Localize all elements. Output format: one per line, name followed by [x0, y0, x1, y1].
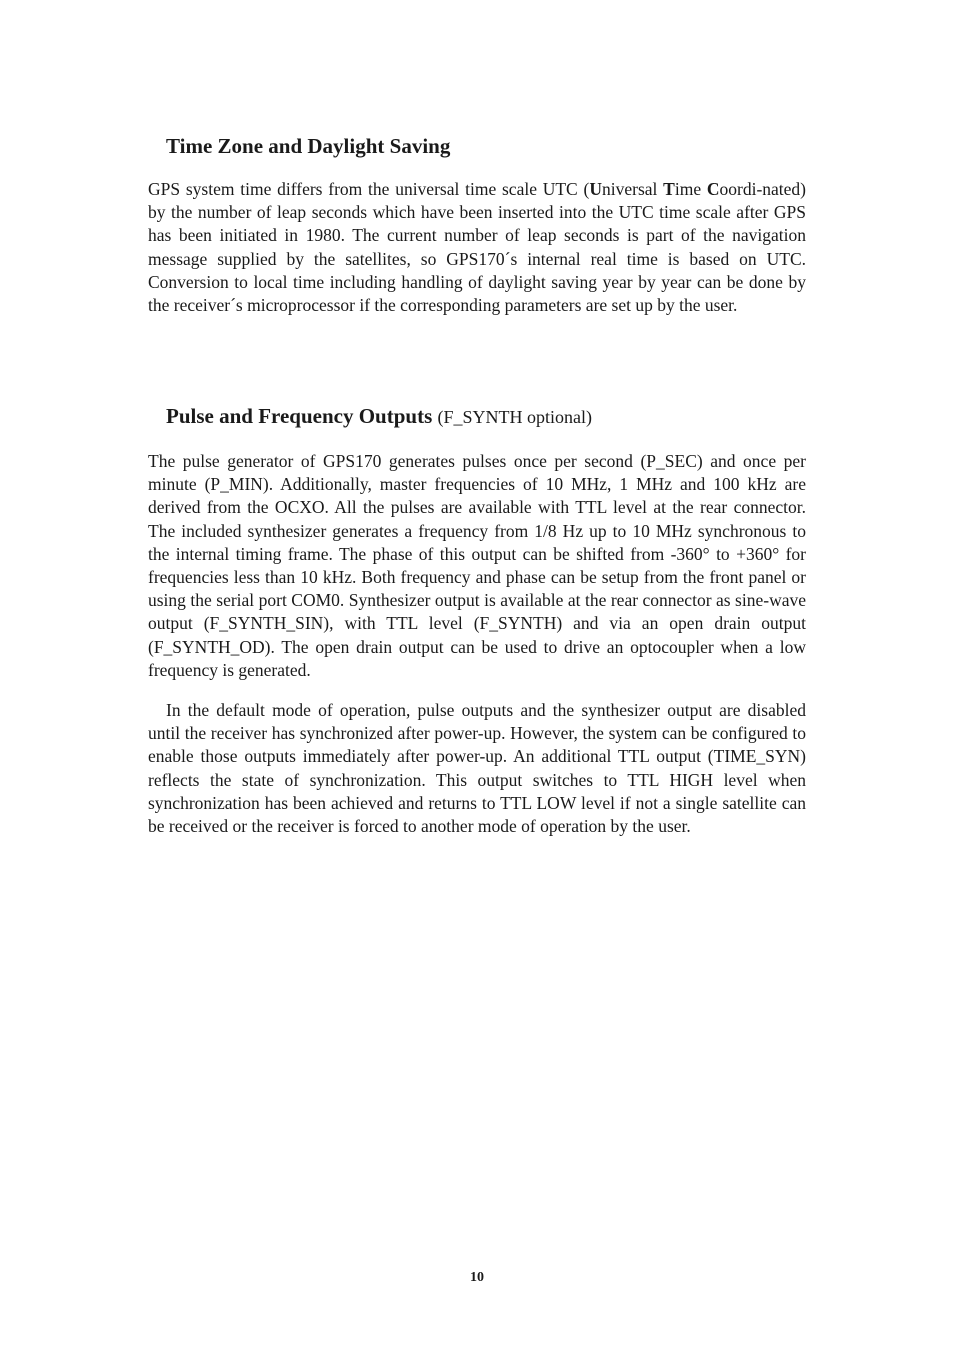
emphasis-t: T: [663, 179, 675, 199]
paragraph-time-zone: [148, 178, 806, 317]
text-run: ime: [674, 179, 707, 199]
emphasis-u: U: [589, 179, 602, 199]
heading-text: Pulse and Frequency Outputs: [166, 404, 433, 428]
section-heading-pulse-outputs: [166, 404, 592, 429]
text-run: niversal: [601, 179, 664, 199]
page-number: 10: [470, 1270, 484, 1285]
text-run: GPS system time differs from the universal time scale UTC (: [148, 179, 590, 199]
paragraph-default-mode: In the default mode of operation, pulse outputs and the synthesizer output are disabled until the receiver has synchronized after power-up. However, the system can be configured to enable those outputs immediately after power-up. An additional TTL output (TIME_SYN) reflects the state of synchronization. This output switches to TTL HIGH level when synchronization has been achieved and returns to TTL LOW level if not a single satellite can be received or the receiver is forced to another mode of operation by the user.: [148, 700, 806, 837]
section-heading-time-zone: [166, 134, 450, 159]
text-run: oordi-nated) by the number of leap seconds which have been inserted into the UTC time scale after GPS has been initiated in 1980. The current number of leap seconds is part of the navigation message supplied by the satellites, so GPS170´s internal real time is based on UTC. Conversion to local time including handling of daylight saving year by year can be done by the receiver´s microprocessor if the corresponding parameters are set up by the user.: [148, 179, 806, 316]
heading-note: (F_SYNTH optional): [437, 407, 592, 427]
emphasis-c: C: [706, 179, 720, 199]
heading-text: Time Zone and Daylight Saving: [166, 134, 451, 158]
paragraph-pulse-generator: The pulse generator of GPS170 generates pulses once per second (P_SEC) and once per minute (P_MIN). Additionally, master frequencies of 10 MHz, 1 MHz and 100 kHz are derived from the OCXO. All the pulses are available with TTL level at the rear connector. The included synthesizer generates a frequency from 1/8 Hz up to 10 MHz synchronous to the internal timing frame. The phase of this output can be shifted from -360° to +360° for frequencies less than 10 kHz. Both frequency and phase can be setup from the front panel or using the serial port COM0. Synthesizer output is available at the rear connector as sine-wave output (F_SYNTH_SIN), with TTL level (F_SYNTH) and via an open drain output (F_SYNTH_OD). The open drain output can be used to drive an optocoupler when a low frequency is generated.: [148, 451, 806, 680]
